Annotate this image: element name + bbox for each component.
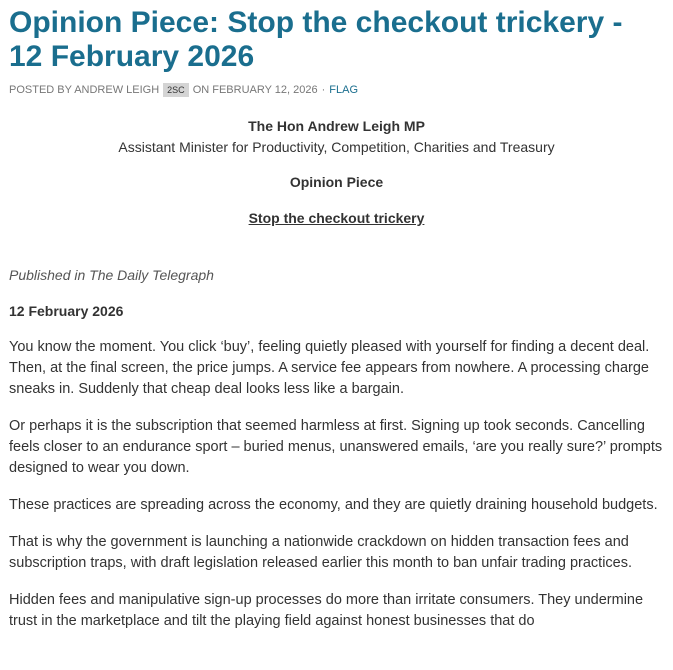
post-date: ON FEBRUARY 12, 2026 [192,84,318,96]
publication-note: Published in The Daily Telegraph [9,267,214,283]
minister-name: The Hon Andrew Leigh MP [248,118,425,134]
article-title: Opinion Piece: Stop the checkout trickery - 12 February 2026 [9,6,623,73]
body-paragraph: Hidden fees and manipulative sign-up processes do more than irritate consumers. They undermine trust in the marketplace and tilt the playing field against honest businesses that do [9,592,644,629]
headline-text: Stop the checkout trickery [248,210,425,226]
flag-link[interactable]: FLAG [329,84,359,96]
article-date: 12 February 2026 [9,303,124,319]
body-paragraph: You know the moment. You click ‘buy’, feeling quietly pleased with yourself for finding a decent deal. Then, at the final screen, the price jumps. A service fee appears from nowhere. A processing charge sneaks in. Suddenly that cheap deal looks less like a bargain. [9,339,650,397]
body-paragraph: Or perhaps it is the subscription that seemed harmless at first. Signing up took seconds. Cancelling feels closer to an endurance sport – buried menus, unanswered emails, ‘are you really sure?’ prompts designed to wear you down. [9,418,663,476]
body-paragraph: That is why the government is launching a nationwide crackdown on hidden transaction fees and subscription traps, with draft legislation released earlier this month to ban unfair trading practices. [9,534,633,571]
minister-role: Assistant Minister for Productivity, Competition, Charities and Treasury [118,139,555,155]
meta-separator: · [321,84,326,96]
author-badge[interactable]: 2SC [163,83,189,97]
posted-by: POSTED BY ANDREW LEIGH [9,84,160,96]
article-headline [9,208,664,228]
body-paragraph: These practices are spreading across the economy, and they are quietly draining household budgets. [9,497,658,513]
post-meta [9,83,664,97]
piece-label: Opinion Piece [289,174,384,190]
